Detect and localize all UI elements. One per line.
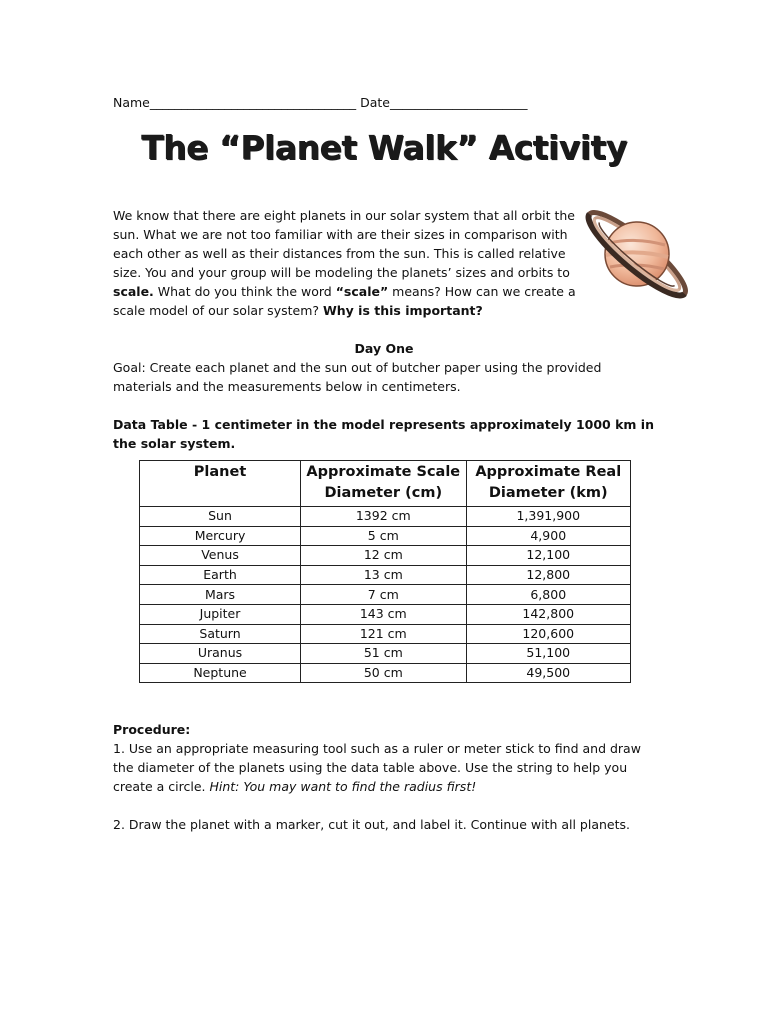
cell-scale: 1392 cm <box>301 507 466 527</box>
intro-scale-quote: “scale” <box>335 284 389 299</box>
procedure-step-1 <box>113 739 658 796</box>
planet-data-table <box>139 460 631 683</box>
table-row <box>140 526 631 546</box>
cell-scale: 51 cm <box>301 644 466 664</box>
cell-planet: Uranus <box>140 644 301 664</box>
name-field-label: Name_________________________________ <box>113 95 357 110</box>
table-row <box>140 604 631 624</box>
cell-planet: Mars <box>140 585 301 605</box>
cell-scale: 12 cm <box>301 546 466 566</box>
table-row <box>140 644 631 664</box>
cell-planet: Sun <box>140 507 301 527</box>
intro-scale-word: scale. <box>113 284 154 299</box>
cell-real: 4,900 <box>466 526 630 546</box>
table-header-row <box>140 461 631 507</box>
table-row <box>140 507 631 527</box>
cell-planet: Jupiter <box>140 604 301 624</box>
cell-scale: 121 cm <box>301 624 466 644</box>
header-scale-diameter: Approximate Scale Diameter (cm) <box>301 461 466 507</box>
header-planet: Planet <box>140 461 301 507</box>
table-row <box>140 663 631 683</box>
procedure-step-2: 2. Draw the planet with a marker, cut it out, and label it. Continue with all planets. <box>113 817 631 832</box>
step-1-hint: Hint: You may want to find the radius first! <box>209 779 477 794</box>
day-one-heading: Day One <box>354 341 414 356</box>
cell-real: 1,391,900 <box>466 507 630 527</box>
intro-question: Why is this important? <box>323 303 483 318</box>
cell-real: 6,800 <box>466 585 630 605</box>
cell-real: 12,800 <box>466 565 630 585</box>
page-title: The “Planet Walk” Activity <box>141 128 627 167</box>
cell-planet: Neptune <box>140 663 301 683</box>
cell-planet: Mercury <box>140 526 301 546</box>
cell-real: 142,800 <box>466 604 630 624</box>
intro-text-1: We know that there are eight planets in our solar system that all orbit the sun. What we are not too familiar with are their sizes in comparison with each other as well as their distances from the sun. This is called relative size. You and your group will be modeling the planets’ sizes and orbits to <box>113 208 575 280</box>
step-1-text: 1. Use an appropriate measuring tool such as a ruler or meter stick to find and draw the diameter of the planets using the data table above. Use the string to help you create a circle. <box>113 741 641 794</box>
cell-real: 49,500 <box>466 663 630 683</box>
cell-scale: 143 cm <box>301 604 466 624</box>
cell-real: 51,100 <box>466 644 630 664</box>
cell-scale: 7 cm <box>301 585 466 605</box>
intro-text-3: means? How can we create a scale model of our solar system? <box>113 284 576 318</box>
saturn-icon <box>575 195 699 313</box>
table-row <box>140 585 631 605</box>
name-date-line <box>113 93 528 112</box>
cell-planet: Saturn <box>140 624 301 644</box>
procedure-section <box>113 720 658 834</box>
cell-planet: Earth <box>140 565 301 585</box>
cell-scale: 5 cm <box>301 526 466 546</box>
table-row <box>140 624 631 644</box>
table-row <box>140 546 631 566</box>
procedure-label: Procedure: <box>113 722 191 737</box>
cell-real: 120,600 <box>466 624 630 644</box>
cell-real: 12,100 <box>466 546 630 566</box>
goal-text: Goal: Create each planet and the sun out of butcher paper using the provided materials and the measurements below in centimeters. <box>113 360 602 394</box>
intro-paragraph <box>113 206 593 320</box>
intro-text-2: What do you think the word <box>153 284 336 299</box>
cell-scale: 50 cm <box>301 663 466 683</box>
cell-scale: 13 cm <box>301 565 466 585</box>
header-real-diameter: Approximate Real Diameter (km) <box>466 461 630 507</box>
date-field-label: Date______________________ <box>360 95 528 110</box>
table-row <box>140 565 631 585</box>
table-caption: Data Table - 1 centimeter in the model represents approximately 1000 km in the solar system. <box>113 417 654 451</box>
cell-planet: Venus <box>140 546 301 566</box>
